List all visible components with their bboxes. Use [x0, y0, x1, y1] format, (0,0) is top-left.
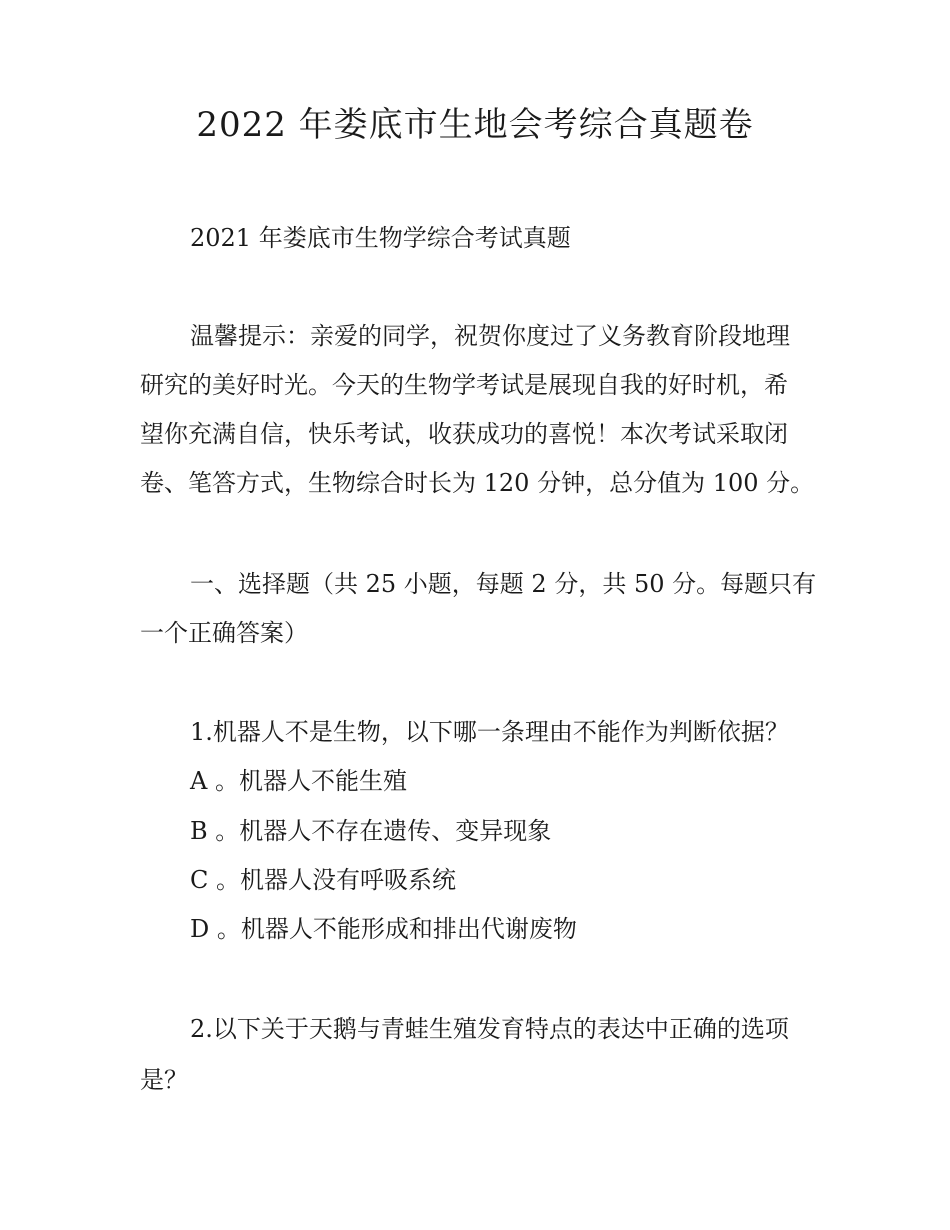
- option-d: D 。机器人不能形成和排出代谢废物: [190, 915, 577, 943]
- exam-subtitle: 2021 年娄底市生物学综合考试真题: [190, 224, 571, 252]
- intro-line: 研究的美好时光。今天的生物学考试是展现自我的好时机，希: [140, 371, 788, 399]
- question-stem: 2.以下关于天鹅与青蛙生殖发育特点的表达中正确的选项: [190, 1015, 789, 1043]
- page-title: 2022 年娄底市生地会考综合真题卷: [196, 105, 754, 145]
- intro-line: 卷、笔答方式，生物综合时长为 120 分钟，总分值为 100 分。: [140, 469, 815, 497]
- option-a: A 。机器人不能生殖: [190, 767, 407, 795]
- intro-line: 望你充满自信，快乐考试，收获成功的喜悦！本次考试采取闭: [140, 420, 788, 448]
- question-stem-continued: 是？: [140, 1066, 188, 1094]
- section-line: 一个正确答案）: [140, 619, 308, 647]
- question-stem: 1.机器人不是生物，以下哪一条理由不能作为判断依据？: [190, 718, 789, 746]
- option-b: B 。机器人不存在遗传、变异现象: [190, 817, 552, 845]
- intro-line: 温馨提示：亲爱的同学，祝贺你度过了义务教育阶段地理: [190, 322, 790, 350]
- option-c: C 。机器人没有呼吸系统: [190, 866, 456, 894]
- section-line: 一、选择题（共 25 小题，每题 2 分，共 50 分。每题只有: [190, 570, 817, 598]
